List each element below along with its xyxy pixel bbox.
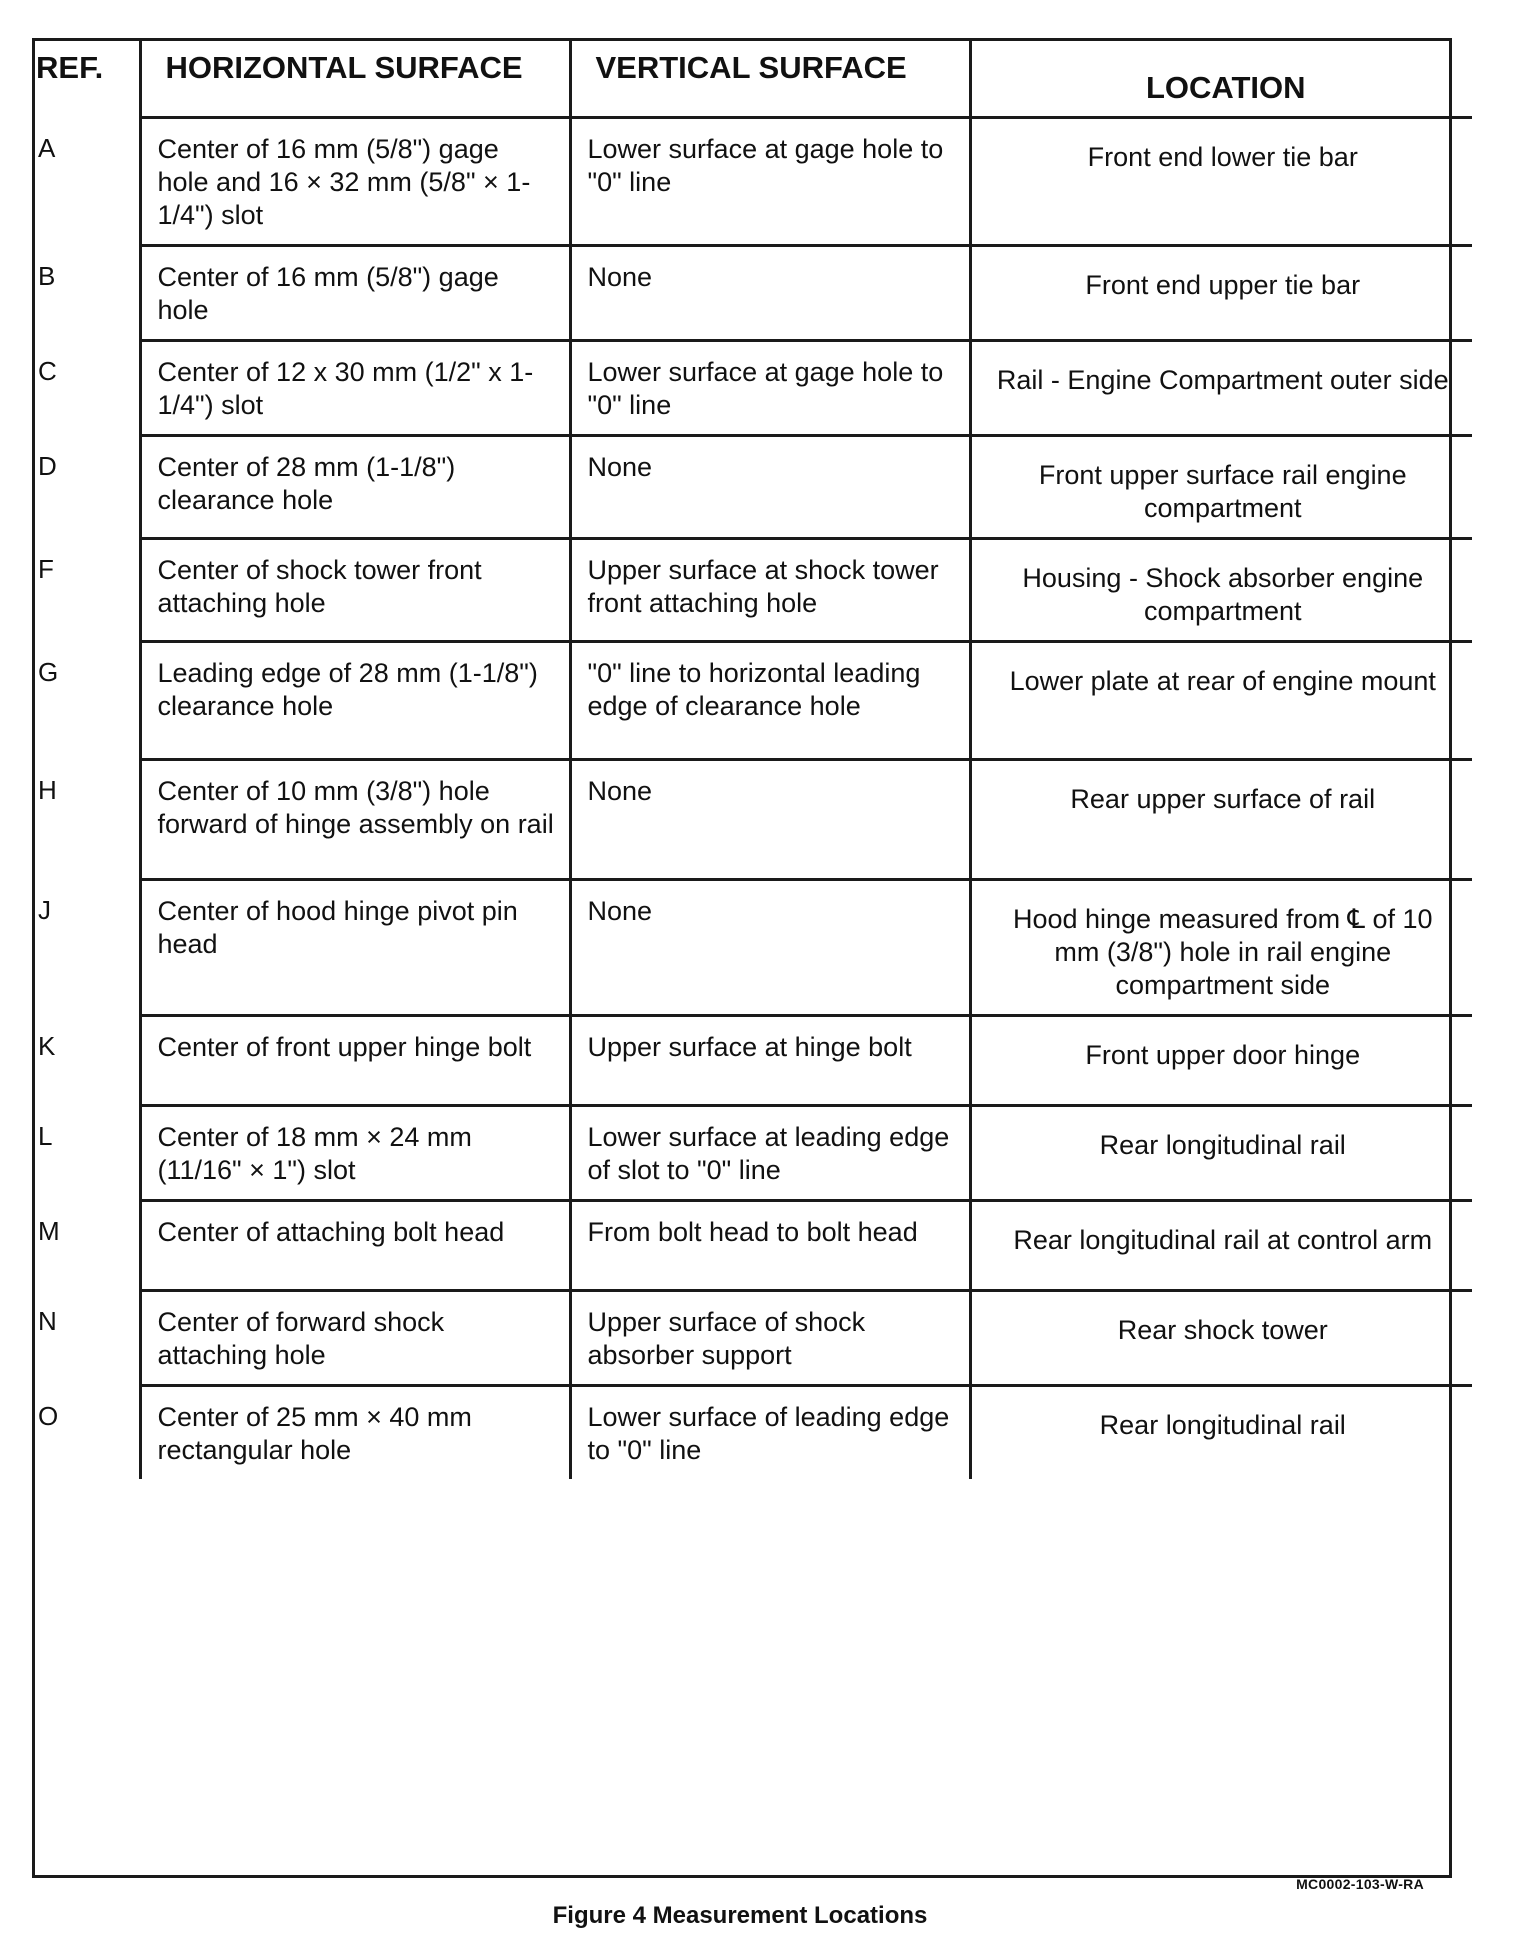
horizontal-surface-cell: Leading edge of 28 mm (1-1/8") clearance hole (140, 642, 570, 760)
ref-cell: G (12, 642, 140, 760)
vertical-surface-cell: Upper surface at hinge bolt (570, 1016, 970, 1106)
vertical-surface-cell: Upper surface at shock tower front attaching hole (570, 539, 970, 642)
measurement-table (12, 40, 1472, 1479)
location-cell: Rear longitudinal rail (1099, 1410, 1346, 1440)
table-row (12, 1106, 1472, 1201)
table-row (12, 1016, 1472, 1106)
table-row (12, 1291, 1472, 1386)
ref-cell: D (12, 436, 140, 539)
figure-caption: Figure 4 Measurement Locations (552, 1902, 928, 1929)
header-location: LOCATION (970, 40, 1472, 118)
ref-cell: N (12, 1291, 140, 1386)
location-cell: Rear longitudinal rail (970, 1106, 1472, 1201)
horizontal-surface-cell: Center of attaching bolt head (140, 1201, 570, 1291)
location-cell: Rear shock tower (970, 1291, 1472, 1386)
horizontal-surface-cell: Center of 25 mm × 40 mm rectangular hole (140, 1386, 570, 1480)
location-cell: Rear upper surface of rail (970, 760, 1472, 880)
header-horizontal-surface: HORIZONTAL SURFACE (140, 40, 570, 118)
header-ref: REF. (12, 40, 140, 118)
table-row (12, 642, 1472, 760)
ref-cell: B (12, 246, 140, 341)
horizontal-surface-cell: Center of 10 mm (3/8") hole forward of hinge assembly on rail (140, 760, 570, 880)
horizontal-surface-cell: Center of front upper hinge bolt (140, 1016, 570, 1106)
table-row (12, 341, 1472, 436)
location-cell: Front upper surface rail engine compartment (970, 436, 1472, 539)
vertical-surface-cell: None (570, 880, 970, 1016)
location-cell: Rail - Engine Compartment outer side (970, 341, 1472, 436)
vertical-surface-cell: Lower surface at leading edge of slot to "0" line (570, 1106, 970, 1201)
horizontal-surface-cell: Center of forward shock attaching hole (140, 1291, 570, 1386)
ref-cell: C (12, 341, 140, 436)
vertical-surface-cell: None (570, 436, 970, 539)
horizontal-surface-cell: Center of 18 mm × 24 mm (11/16" × 1") slot (140, 1106, 570, 1201)
horizontal-surface-cell: Center of 16 mm (5/8") gage hole and 16 × 32 mm (5/8" × 1-1/4") slot (140, 118, 570, 246)
vertical-surface-cell: Lower surface at gage hole to "0" line (570, 341, 970, 436)
ref-cell: M (12, 1201, 140, 1291)
ref-cell: O (12, 1386, 140, 1480)
table-row (12, 880, 1472, 1016)
ref-cell: F (12, 539, 140, 642)
vertical-surface-cell: None (570, 246, 970, 341)
figure-code: MC0002-103-W-RA (1296, 1876, 1424, 1892)
location-cell: Rear longitudinal rail at control arm (970, 1201, 1472, 1291)
horizontal-surface-cell: Center of hood hinge pivot pin head (140, 880, 570, 1016)
horizontal-surface-cell: Center of 28 mm (1-1/8") clearance hole (140, 436, 570, 539)
table-header-row (12, 40, 1472, 118)
header-vertical-surface: VERTICAL SURFACE (570, 40, 970, 118)
vertical-surface-cell: None (570, 760, 970, 880)
vertical-surface-cell: Lower surface at gage hole to "0" line (570, 118, 970, 246)
location-cell: Lower plate at rear of engine mount (970, 642, 1472, 760)
horizontal-surface-cell: Center of 16 mm (5/8") gage hole (140, 246, 570, 341)
vertical-surface-cell: Upper surface of shock absorber support (570, 1291, 970, 1386)
table-row (12, 118, 1472, 246)
ref-cell: L (12, 1106, 140, 1201)
table-row (12, 1201, 1472, 1291)
horizontal-surface-cell: Center of 12 x 30 mm (1/2" x 1-1/4") slot (140, 341, 570, 436)
ref-cell: A (12, 118, 140, 246)
location-cell: Front end lower tie bar (970, 118, 1472, 246)
table-row (12, 246, 1472, 341)
vertical-surface-cell: From bolt head to bolt head (570, 1201, 970, 1291)
location-cell: Front upper door hinge (970, 1016, 1472, 1106)
vertical-surface-cell: Lower surface of leading edge to "0" line (570, 1386, 970, 1480)
ref-cell: J (12, 880, 140, 1016)
table-row (12, 1386, 1472, 1480)
ref-cell: K (12, 1016, 140, 1106)
location-cell: Hood hinge measured from ℄ of 10 mm (3/8") hole in rail engine compartment side (970, 880, 1472, 1016)
ref-cell: H (12, 760, 140, 880)
table-row (12, 760, 1472, 880)
location-cell: Front end upper tie bar (970, 246, 1472, 341)
table-row (12, 436, 1472, 539)
horizontal-surface-cell: Center of shock tower front attaching hole (140, 539, 570, 642)
vertical-surface-cell: "0" line to horizontal leading edge of clearance hole (570, 642, 970, 760)
table-row (12, 539, 1472, 642)
location-cell: Housing - Shock absorber engine compartment (970, 539, 1472, 642)
